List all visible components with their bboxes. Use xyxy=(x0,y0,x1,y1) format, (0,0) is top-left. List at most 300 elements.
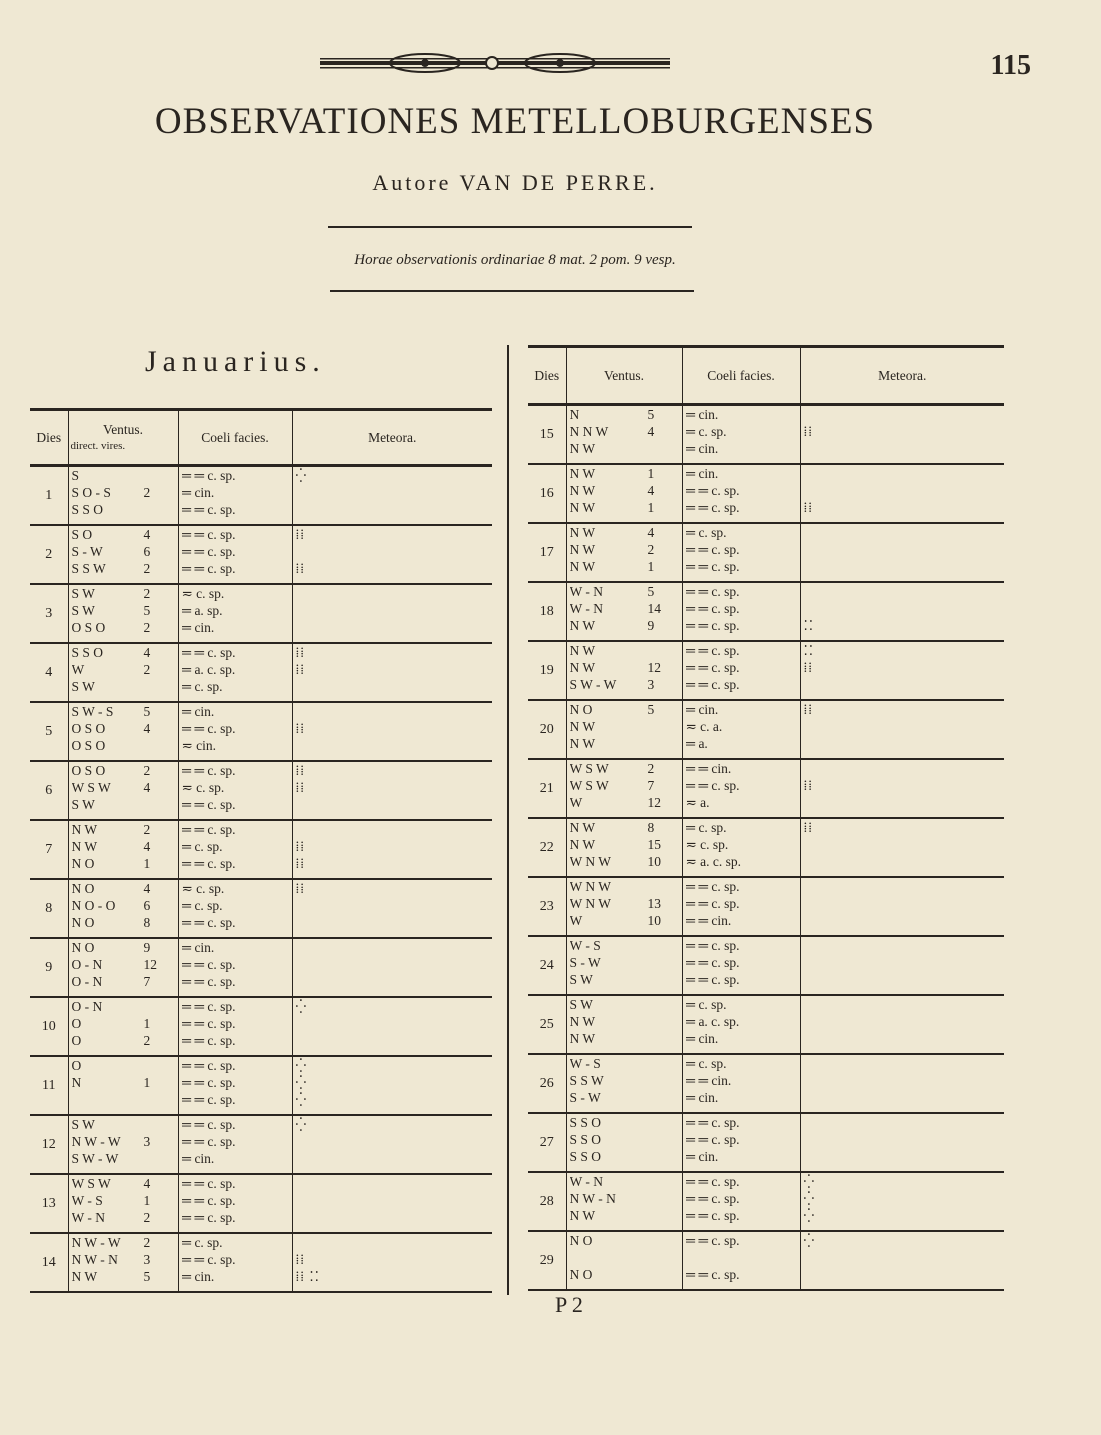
sky-condition: ═ c. sp. xyxy=(685,996,727,1012)
meteora-cell xyxy=(800,464,1004,523)
meteora-cell xyxy=(292,1233,492,1292)
wind-force: 2 xyxy=(143,762,151,778)
wind-force xyxy=(648,1013,682,1030)
wind-cell xyxy=(68,466,178,525)
wind-force: 4 xyxy=(143,526,151,542)
day-number: 1 xyxy=(30,466,68,525)
sky-condition: ═ cin. xyxy=(181,485,215,500)
ventus-header xyxy=(68,410,178,466)
sky-condition: ═ ═ c. sp. xyxy=(685,1131,740,1147)
wind-cell xyxy=(68,584,178,643)
meteora-symbol xyxy=(804,794,1005,811)
sky-cell xyxy=(178,584,292,643)
sky-condition: ═ ═ c. sp. xyxy=(685,777,740,793)
wind-force: 2 xyxy=(647,760,655,776)
meteora-symbol xyxy=(804,541,1005,558)
wind-line xyxy=(570,853,682,870)
sky-condition: ═ cin. xyxy=(181,939,215,955)
wind-cell xyxy=(566,641,682,700)
day-row xyxy=(30,761,492,820)
wind-direction: S W - W xyxy=(569,676,617,692)
wind-line xyxy=(570,1072,682,1089)
meteora-symbol: ⁞⁞ xyxy=(295,644,306,660)
sky-condition: ═ ═ c. sp. xyxy=(181,1192,236,1208)
wind-line xyxy=(570,1114,682,1131)
sky-condition: ═ ═ c. sp. xyxy=(685,676,740,692)
wind-force xyxy=(648,1030,682,1047)
wind-cell xyxy=(566,818,682,877)
meteora-symbol: ⁛ xyxy=(295,1091,308,1107)
wind-force: 1 xyxy=(647,465,655,481)
meteora-symbol xyxy=(296,1209,493,1226)
wind-force: 1 xyxy=(143,1074,151,1090)
wind-force: 4 xyxy=(143,779,151,795)
meteora-cell xyxy=(800,641,1004,700)
wind-cell xyxy=(68,997,178,1056)
meteora-cell xyxy=(800,582,1004,641)
wind-force xyxy=(648,735,682,752)
wind-force: 1 xyxy=(647,558,655,574)
wind-force xyxy=(648,1190,682,1207)
wind-direction: S W xyxy=(71,796,95,812)
sky-condition: ═ cin. xyxy=(181,1268,215,1284)
wind-line xyxy=(72,644,178,661)
day-number: 26 xyxy=(528,1054,566,1113)
sky-condition: ═ ═ c. sp. xyxy=(685,895,740,911)
day-row xyxy=(528,464,1004,523)
meteora-cell xyxy=(800,523,1004,582)
wind-direction: W N W xyxy=(569,895,611,911)
wind-line xyxy=(72,1015,178,1032)
day-row xyxy=(528,1113,1004,1172)
sky-condition: ═ a. c. sp. xyxy=(685,1013,740,1029)
meteora-symbol xyxy=(804,482,1005,499)
wind-force: 5 xyxy=(647,583,655,599)
wind-direction: S - W xyxy=(71,543,103,559)
day-number: 28 xyxy=(528,1172,566,1231)
day-number: 15 xyxy=(528,405,566,464)
wind-line xyxy=(72,897,178,914)
wind-direction: O - N xyxy=(71,956,103,972)
wind-direction: N O xyxy=(71,855,95,871)
meteora-symbol: ⁛ xyxy=(295,1074,308,1090)
wind-force: 5 xyxy=(143,703,151,719)
sky-cell xyxy=(682,700,800,759)
wind-direction: N W xyxy=(569,819,596,835)
wind-line xyxy=(72,1074,178,1091)
sky-condition: ═ ═ c. sp. xyxy=(685,937,740,953)
meteora-symbol: ⁞⁞ xyxy=(295,762,306,778)
sky-condition: ═ a. xyxy=(685,735,708,751)
sky-condition: ═ c. sp. xyxy=(685,524,727,540)
wind-direction: N W xyxy=(569,1207,596,1223)
meteora-symbol: ⁛ xyxy=(295,998,308,1014)
wind-force: 4 xyxy=(143,1175,151,1191)
wind-force: 2 xyxy=(143,661,151,677)
meteora-symbol: ⁞⁞ xyxy=(295,720,306,736)
wind-direction: W - S xyxy=(569,937,601,953)
day-row xyxy=(528,1172,1004,1231)
wind-cell xyxy=(566,523,682,582)
meteora-symbol: ⁛ xyxy=(803,1190,816,1206)
sky-condition: ═ cin. xyxy=(685,701,719,717)
wind-cell xyxy=(68,1056,178,1115)
wind-line xyxy=(570,1190,682,1207)
sky-condition: ═ ═ c. sp. xyxy=(181,1057,236,1073)
wind-force: 5 xyxy=(647,701,655,717)
wind-force xyxy=(648,1232,682,1249)
day-row xyxy=(30,879,492,938)
wind-line xyxy=(72,1175,178,1192)
meteora-symbol: ⁞⁞ xyxy=(295,526,306,542)
wind-cell xyxy=(68,879,178,938)
sky-condition: ═ ═ c. sp. xyxy=(181,720,236,736)
day-row xyxy=(30,997,492,1056)
wind-cell xyxy=(566,1172,682,1231)
page-title: OBSERVATIONES METELLOBURGENSES xyxy=(154,101,876,142)
meteora-symbol xyxy=(296,602,493,619)
sky-condition: ≂ a. xyxy=(685,794,710,810)
sky-condition: ≂ c. sp. xyxy=(181,779,225,795)
day-number: 9 xyxy=(30,938,68,997)
meteora-symbol xyxy=(804,1266,1005,1283)
wind-direction: N W xyxy=(569,524,596,540)
coeli-header: Coeli facies. xyxy=(178,410,292,466)
meteora-symbol xyxy=(804,954,1005,971)
coeli-header: Coeli facies. xyxy=(682,347,800,405)
meteora-cell xyxy=(292,761,492,820)
meteora-symbol xyxy=(804,406,1005,423)
wind-direction: S S O xyxy=(569,1148,602,1164)
day-number: 23 xyxy=(528,877,566,936)
wind-line xyxy=(72,855,178,872)
meteora-cell xyxy=(800,759,1004,818)
day-number: 7 xyxy=(30,820,68,879)
wind-force: 2 xyxy=(143,560,151,576)
sky-cell xyxy=(682,1231,800,1290)
sky-condition: ═ ═ c. sp. xyxy=(685,642,740,658)
wind-line xyxy=(72,703,178,720)
sky-cell xyxy=(178,1056,292,1115)
sky-cell xyxy=(178,466,292,525)
wind-line xyxy=(570,1013,682,1030)
wind-force: 8 xyxy=(647,819,655,835)
wind-line xyxy=(570,1207,682,1224)
wind-direction: S O - S xyxy=(71,485,111,500)
sky-condition: ═ ═ c. sp. xyxy=(181,762,236,778)
day-number: 3 xyxy=(30,584,68,643)
wind-line xyxy=(72,1116,178,1133)
day-row xyxy=(528,405,1004,464)
meteora-symbol xyxy=(296,1015,493,1032)
sky-condition: ═ ═ cin. xyxy=(685,912,732,928)
day-row xyxy=(30,938,492,997)
sky-condition: ═ cin. xyxy=(685,441,719,456)
wind-line xyxy=(72,838,178,855)
wind-line xyxy=(72,720,178,737)
wind-line xyxy=(72,1192,178,1209)
meteora-symbol: ⁞⁞ xyxy=(295,838,306,854)
meteora-cell xyxy=(292,525,492,584)
meteora-symbol xyxy=(804,853,1005,870)
sky-condition: ═ ═ c. sp. xyxy=(685,1207,740,1223)
sky-condition: ═ ═ c. sp. xyxy=(181,1116,236,1132)
wind-force: 2 xyxy=(143,1209,151,1225)
wind-direction: W - N xyxy=(569,1173,603,1189)
meteora-symbol xyxy=(804,836,1005,853)
meteora-symbol xyxy=(296,619,493,636)
wind-direction: S - W xyxy=(569,954,601,970)
meteora-cell xyxy=(292,584,492,643)
meteora-symbol xyxy=(296,914,493,931)
wind-line xyxy=(570,912,682,929)
wind-direction: O - N xyxy=(71,973,103,989)
wind-direction: W S W xyxy=(71,1175,111,1191)
wind-line xyxy=(72,939,178,956)
meteora-symbol xyxy=(296,678,493,695)
wind-line xyxy=(570,971,682,988)
meteora-symbol: ⁞⁞ xyxy=(803,424,814,439)
wind-line xyxy=(72,467,178,484)
wind-line xyxy=(72,737,178,754)
sky-condition: ═ c. sp. xyxy=(181,678,223,694)
meteora-symbol xyxy=(804,465,1005,482)
sky-cell xyxy=(178,643,292,702)
day-number: 27 xyxy=(528,1113,566,1172)
wind-direction: N W xyxy=(569,1030,596,1046)
wind-direction: W - N xyxy=(71,1209,105,1225)
meteora-symbol xyxy=(296,1234,493,1251)
meteora-symbol xyxy=(804,912,1005,929)
wind-cell xyxy=(566,936,682,995)
wind-force: 2 xyxy=(143,1234,151,1250)
wind-force: 12 xyxy=(647,659,661,675)
wind-line xyxy=(72,484,178,501)
wind-direction: N O xyxy=(71,880,95,896)
ventus-subheader: direct. vires. xyxy=(70,439,126,452)
wind-line xyxy=(570,1148,682,1165)
wind-line xyxy=(570,1030,682,1047)
sky-condition: ═ ═ c. sp. xyxy=(181,973,236,989)
sky-condition: ═ ═ c. sp. xyxy=(685,499,740,515)
wind-line xyxy=(570,996,682,1013)
wind-force xyxy=(144,467,178,484)
wind-line xyxy=(72,956,178,973)
wind-direction xyxy=(72,1091,144,1108)
sky-cell xyxy=(682,464,800,523)
wind-line xyxy=(570,1089,682,1106)
meteora-cell xyxy=(800,877,1004,936)
wind-direction: N W xyxy=(569,541,596,557)
wind-force: 4 xyxy=(647,524,655,540)
wind-line xyxy=(570,836,682,853)
wind-line xyxy=(72,762,178,779)
wind-direction: O S O xyxy=(71,737,106,753)
wind-direction: W S W xyxy=(569,777,609,793)
wind-line xyxy=(570,524,682,541)
wind-force: 5 xyxy=(647,407,655,422)
meteora-cell xyxy=(800,818,1004,877)
day-number: 4 xyxy=(30,643,68,702)
meteora-symbol xyxy=(804,996,1005,1013)
sky-condition: ═ ═ c. sp. xyxy=(181,1091,236,1107)
sky-cell xyxy=(178,1174,292,1233)
wind-cell xyxy=(566,1113,682,1172)
wind-direction: S W xyxy=(71,602,95,618)
meteora-symbol: ⁛ xyxy=(803,1173,816,1189)
sky-condition: ═ cin. xyxy=(685,1148,719,1164)
sky-cell xyxy=(682,641,800,700)
sky-condition: ═ ═ c. sp. xyxy=(181,543,236,559)
wind-line xyxy=(72,1150,178,1167)
meteora-cell xyxy=(292,997,492,1056)
wind-force: 7 xyxy=(647,777,655,793)
wind-force xyxy=(648,1207,682,1224)
meteora-symbol xyxy=(296,737,493,754)
meteora-cell xyxy=(800,405,1004,464)
wind-direction: O - N xyxy=(71,998,103,1014)
wind-line xyxy=(72,543,178,560)
meteora-cell xyxy=(292,702,492,761)
sky-cell xyxy=(682,1054,800,1113)
meteora-symbol xyxy=(804,1013,1005,1030)
wind-direction: N W xyxy=(569,465,596,481)
sky-condition: ═ ═ c. sp. xyxy=(685,1190,740,1206)
meteora-symbol xyxy=(804,676,1005,693)
sky-cell xyxy=(682,523,800,582)
wind-force: 4 xyxy=(143,720,151,736)
wind-direction: S S O xyxy=(71,502,104,517)
meteora-symbol: ⁞⁞ xyxy=(803,777,814,793)
meteora-symbol xyxy=(804,1030,1005,1047)
meteora-cell xyxy=(800,700,1004,759)
meteora-symbol: ⁛ xyxy=(295,468,308,483)
meteora-symbol xyxy=(296,1192,493,1209)
wind-line xyxy=(570,499,682,516)
day-row xyxy=(30,525,492,584)
wind-direction: W xyxy=(71,661,85,677)
meteora-symbol xyxy=(296,973,493,990)
wind-cell xyxy=(566,582,682,641)
wind-line xyxy=(72,1091,178,1108)
wind-direction: N O xyxy=(569,1266,593,1282)
wind-cell xyxy=(68,938,178,997)
wind-force: 3 xyxy=(647,676,655,692)
wind-cell xyxy=(566,464,682,523)
wind-force xyxy=(648,1072,682,1089)
meteora-symbol xyxy=(804,1148,1005,1165)
center-divider xyxy=(507,345,509,1295)
meteora-symbol xyxy=(296,821,493,838)
wind-cell xyxy=(68,1233,178,1292)
wind-force xyxy=(648,1249,682,1266)
day-number: 14 xyxy=(30,1233,68,1292)
meteora-symbol: ⁛ xyxy=(295,1057,308,1073)
day-number: 17 xyxy=(528,523,566,582)
wind-force: 2 xyxy=(143,585,151,601)
wind-line xyxy=(72,501,178,518)
sky-condition: ═ ═ c. sp. xyxy=(181,502,236,517)
sky-cell xyxy=(178,1115,292,1174)
sky-condition: ═ a. c. sp. xyxy=(181,661,236,677)
sky-condition: ═ c. sp. xyxy=(181,1234,223,1250)
wind-direction xyxy=(570,1249,648,1266)
wind-line xyxy=(72,779,178,796)
wind-line xyxy=(72,526,178,543)
meteora-cell xyxy=(292,1115,492,1174)
wind-line xyxy=(72,998,178,1015)
wind-force xyxy=(648,1173,682,1190)
sky-condition: ═ ═ c. sp. xyxy=(685,954,740,970)
wind-force: 5 xyxy=(143,602,151,618)
day-row xyxy=(30,643,492,702)
wind-force xyxy=(144,737,178,754)
wind-direction: N W xyxy=(71,1268,98,1284)
meteora-symbol xyxy=(804,440,1005,457)
ventus-label: Ventus. xyxy=(102,421,144,437)
wind-cell xyxy=(566,995,682,1054)
wind-force xyxy=(648,1148,682,1165)
wind-direction: S - W xyxy=(569,1089,601,1105)
day-row xyxy=(528,995,1004,1054)
wind-direction: W - N xyxy=(569,583,603,599)
wind-line xyxy=(570,819,682,836)
day-number: 29 xyxy=(528,1231,566,1290)
wind-direction: S S O xyxy=(71,644,104,660)
wind-force: 2 xyxy=(647,541,655,557)
wind-force: 4 xyxy=(143,838,151,854)
wind-line xyxy=(570,465,682,482)
meteora-symbol xyxy=(804,558,1005,575)
wind-line xyxy=(570,895,682,912)
meteora-cell xyxy=(292,879,492,938)
wind-force: 3 xyxy=(143,1133,151,1149)
day-number: 20 xyxy=(528,700,566,759)
rule-top xyxy=(328,226,692,228)
wind-force xyxy=(144,678,178,695)
wind-line xyxy=(570,600,682,617)
meteora-symbol xyxy=(296,897,493,914)
wind-direction: N W xyxy=(569,735,596,751)
wind-cell xyxy=(566,700,682,759)
day-row xyxy=(30,1056,492,1115)
day-row xyxy=(528,877,1004,936)
wind-direction: N W xyxy=(569,482,596,498)
sky-cell xyxy=(682,995,800,1054)
sky-cell xyxy=(178,761,292,820)
wind-cell xyxy=(68,1174,178,1233)
sky-condition: ═ cin. xyxy=(181,1150,215,1166)
wind-force xyxy=(144,1091,178,1108)
wind-line xyxy=(570,541,682,558)
sky-condition: ≂ cin. xyxy=(181,737,217,753)
wind-force: 4 xyxy=(647,482,655,498)
meteora-symbol: ⁞⁞ xyxy=(803,499,814,515)
day-row xyxy=(528,1231,1004,1290)
sky-cell xyxy=(178,820,292,879)
wind-direction: O S O xyxy=(71,720,106,736)
wind-force xyxy=(648,937,682,954)
sky-cell xyxy=(682,818,800,877)
wind-line xyxy=(72,1032,178,1049)
day-row xyxy=(30,466,492,525)
wind-force: 14 xyxy=(647,600,661,616)
wind-line xyxy=(570,617,682,634)
wind-force: 1 xyxy=(143,855,151,871)
meteora-cell xyxy=(800,1172,1004,1231)
meteora-symbol: ⁞⁞ xyxy=(295,1251,306,1267)
wind-direction: W xyxy=(569,794,583,810)
